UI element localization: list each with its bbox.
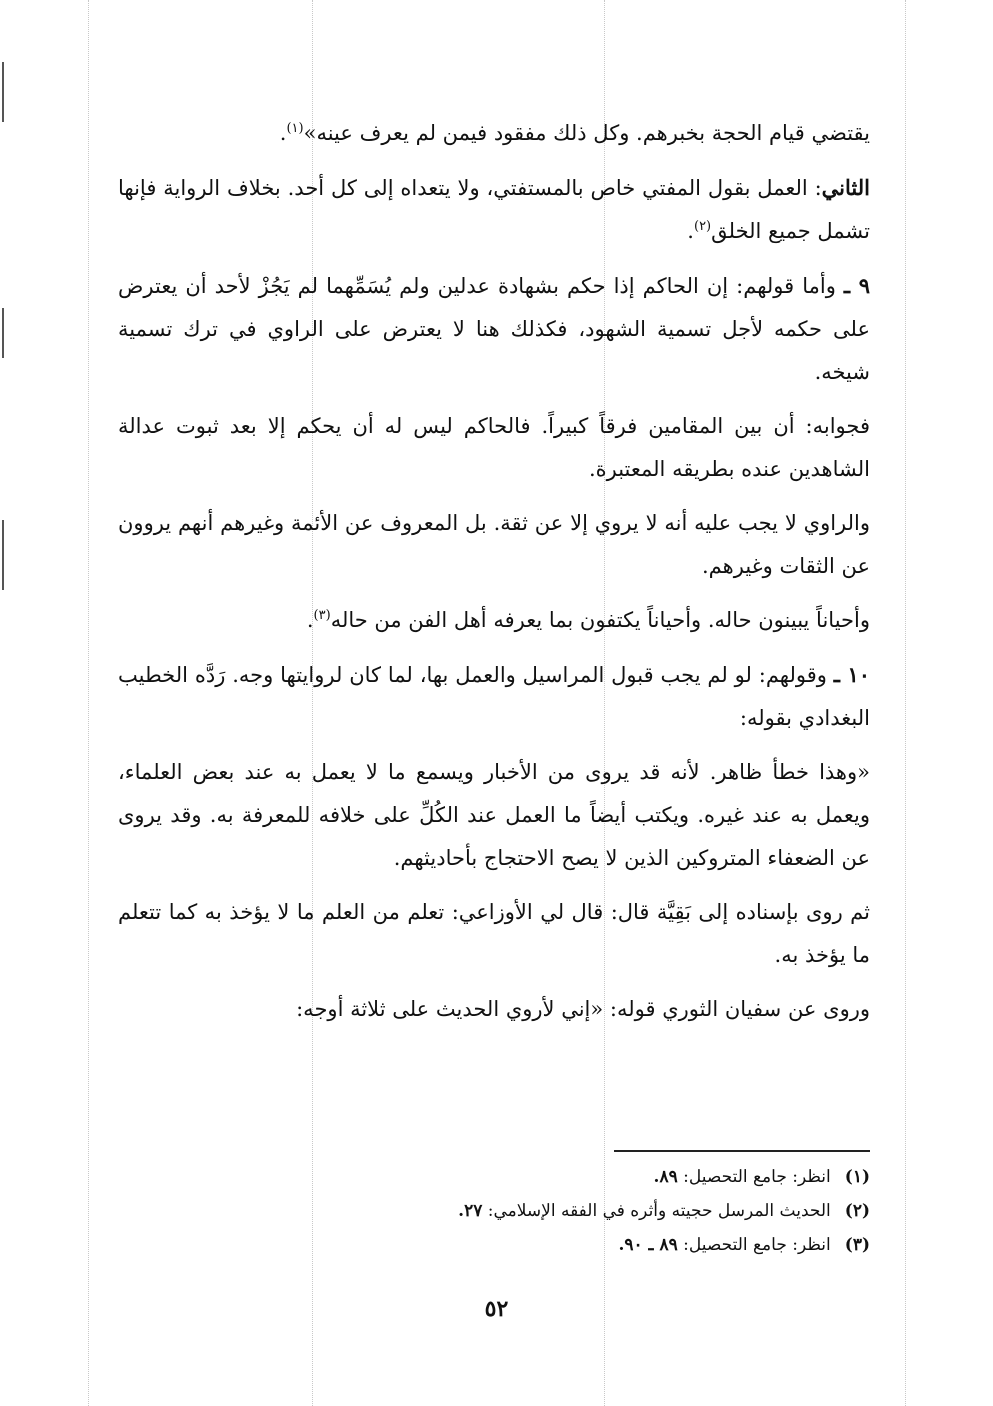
footnote-ref: (٣) (313, 608, 331, 623)
footnote-pages: ٨٩. (653, 1167, 678, 1187)
scan-edge-mark (2, 520, 4, 590)
footnote-text: انظر: جامع التحصيل: (677, 1167, 831, 1187)
footnote-number: (١) (844, 1167, 870, 1187)
paragraph: ٩ ـ وأما قولهم: إن الحاكم إذا حكم بشهادة عدلين ولم يُسَمِّهما لم يَجُزْ لأحد أن يعترض على حكمه لأجل تسمية الشهود، فكذلك هنا لا يعترض على الراوي في ترك تسمية شيخه. (118, 273, 871, 384)
footnote (118, 1228, 870, 1262)
footnote-separator (614, 1150, 870, 1152)
scan-guide-line (905, 0, 906, 1406)
paragraph: والراوي لا يجب عليه أنه لا يروي إلا عن ثقة. بل المعروف عن الأئمة وغيرهم أنهم يروون عن الثقات وغيرهم. (118, 511, 870, 578)
quote-paragraph: «وهذا خطأ ظاهر. لأنه قد يروى من الأخبار ويسمع ما لا يعمل به عند بعض العلماء، ويعمل به عند غيره. ويكتب أيضاً ما العمل عند الكُلِّ على خلافه للمعرفة به. وقد يروى عن الضعفاء المتروكين الذين لا يصح الاحتجاج بأحاديثهم. (118, 760, 870, 870)
scan-guide-line (88, 0, 89, 1406)
footnote (118, 1194, 870, 1228)
body-text (118, 112, 870, 1042)
footnotes (118, 1160, 870, 1262)
paragraph-lead: ٩ ـ (843, 273, 871, 298)
footnote-ref: (٢) (693, 219, 712, 234)
page-number: ٥٢ (484, 1296, 509, 1322)
footnote-number: (٢) (844, 1201, 870, 1221)
paragraph-lead: الثاني (821, 175, 870, 200)
paragraph: الثاني: العمل بقول المفتي خاص بالمستفتي، ولا يتعداه إلى كل أحد. بخلاف الرواية فإنها تشمل جميع الخلق$^{(٢)}$. (118, 175, 870, 243)
paragraph-lead: ١٠ ـ (833, 662, 870, 687)
scan-edge-mark (2, 62, 4, 122)
footnote (118, 1160, 870, 1194)
footnote-pages: ٨٩ ـ ٩٠. (618, 1235, 678, 1255)
footnote-text: انظر: جامع التحصيل: (677, 1235, 831, 1255)
scan-edge-mark (2, 308, 4, 358)
paragraph: يقتضي قيام الحجة بخبرهم. وكل ذلك مفقود فيمن لم يعرف عينه»$^{(١)}$. (279, 121, 870, 145)
paragraph: وروى عن سفيان الثوري قوله: «إني لأروي الحديث على ثلاثة أوجه: (296, 997, 870, 1021)
footnote-pages: ٢٧. (458, 1201, 483, 1221)
paragraph: فجوابه: أن بين المقامين فرقاً كبيراً. فالحاكم ليس له أن يحكم إلا بعد ثبوت عدالة الشاهدين عنده بطريقه المعتبرة. (118, 414, 870, 481)
paragraph: ثم روى بإسناده إلى بَقِيَّة قال: قال لي الأوزاعي: تعلم من العلم ما لا يؤخذ به كما تتعلم ما يؤخذ به. (118, 900, 870, 967)
paragraph: ١٠ ـ وقولهم: لو لم يجب قبول المراسيل والعمل بها، لما كان لروايتها وجه. رَدَّه الخطيب البغدادي بقوله: (118, 662, 870, 730)
footnote-ref: (١) (286, 121, 304, 136)
footnote-text: الحديث المرسل حجيته وأثره في الفقه الإسلامي: (482, 1201, 831, 1221)
footnote-number: (٣) (844, 1235, 870, 1255)
paragraph: وأحياناً يبينون حاله. وأحياناً يكتفون بما يعرفه أهل الفن من حاله$^{(٣)}$. (306, 608, 870, 632)
